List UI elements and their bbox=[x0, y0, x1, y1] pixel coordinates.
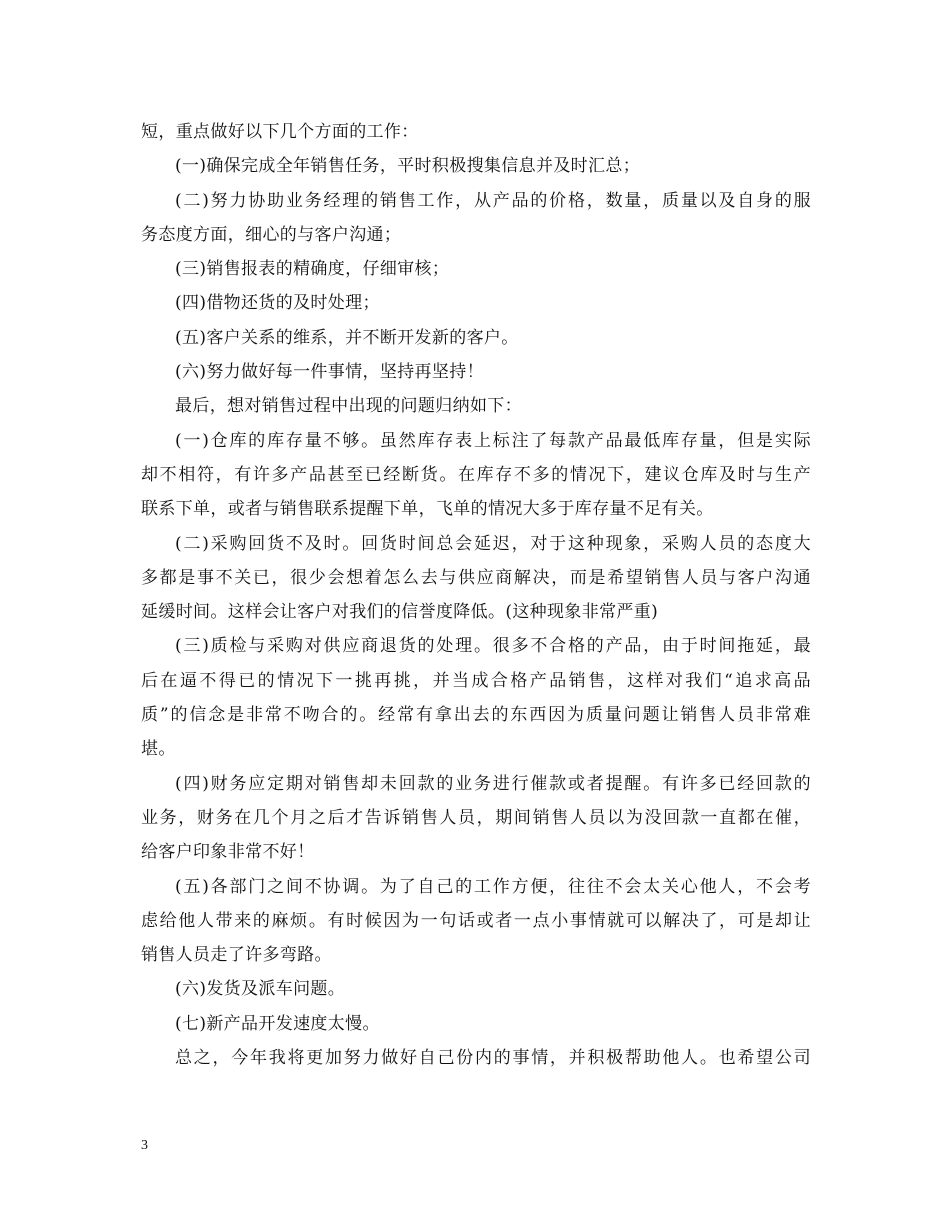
text-line-20: (四)财务应定期对销售却未回款的业务进行催款或者提醒。有许多已经回款的 bbox=[175, 773, 811, 794]
text-line-16: (三)质检与采购对供应商退货的处理。很多不合格的产品，由于时间拖延，最 bbox=[175, 636, 811, 657]
text-line-18: 质”的信念是非常不吻合的。经常有拿出去的东西因为质量问题让销售人员非常难 bbox=[141, 705, 811, 726]
text-line-22: 给客户印象非常不好！ bbox=[141, 842, 315, 863]
text-line-23: (五)各部门之间不协调。为了自己的工作方便，往往不会太关心他人，不会考 bbox=[175, 876, 811, 897]
text-line-9: 最后，想对销售过程中出现的问题归纳如下： bbox=[175, 396, 522, 417]
text-line-8: (六)努力做好每一件事情，坚持再坚持！ bbox=[175, 362, 484, 383]
text-line-15: 延缓时间。这样会让客户对我们的信誉度降低。(这种现象非常严重) bbox=[141, 602, 659, 623]
text-line-24: 虑给他人带来的麻烦。有时候因为一句话或者一点小事情就可以解决了，可是却让 bbox=[141, 910, 811, 931]
document-body bbox=[141, 115, 811, 1075]
text-line-17: 后在逼不得已的情况下一挑再挑，并当成合格产品销售，这样对我们“追求高品 bbox=[141, 670, 811, 691]
text-line-13: (二)采购回货不及时。回货时间总会延迟，对于这种现象，采购人员的态度大 bbox=[175, 533, 811, 554]
text-line-11: 却不相符，有许多产品甚至已经断货。在库存不多的情况下，建议仓库及时与生产 bbox=[141, 464, 811, 485]
text-line-5: (三)销售报表的精确度，仔细审核； bbox=[175, 259, 450, 280]
page-number: 3 bbox=[141, 1138, 148, 1153]
text-line-25: 销售人员走了许多弯路。 bbox=[141, 945, 332, 966]
text-line-19: 堪。 bbox=[141, 739, 176, 760]
text-line-10: (一)仓库的库存量不够。虽然库存表上标注了每款产品最低库存量，但是实际 bbox=[175, 430, 811, 451]
text-line-7: (五)客户关系的维系，并不断开发新的客户。 bbox=[175, 327, 519, 348]
text-line-12: 联系下单，或者与销售联系提醒下单，飞单的情况大多于库存量不足有关。 bbox=[141, 499, 714, 520]
text-line-2: (一)确保完成全年销售任务，平时积极搜集信息并及时汇总； bbox=[175, 156, 641, 177]
text-line-28: 总之，今年我将更加努力做好自己份内的事情，并积极帮助他人。也希望公司 bbox=[175, 1048, 811, 1069]
text-line-14: 多都是事不关已，很少会想着怎么去与供应商解决，而是希望销售人员与客户沟通 bbox=[141, 567, 811, 588]
text-line-6: (四)借物还货的及时处理； bbox=[175, 293, 380, 314]
text-line-3: (二)努力协助业务经理的销售工作，从产品的价格，数量，质量以及自身的服 bbox=[175, 190, 811, 211]
text-line-27: (七)新产品开发速度太慢。 bbox=[175, 1013, 380, 1034]
text-line-4: 务态度方面，细心的与客户沟通； bbox=[141, 224, 402, 245]
text-line-26: (六)发货及派车问题。 bbox=[175, 979, 346, 1000]
text-line-21: 业务，财务在几个月之后才告诉销售人员，期间销售人员以为没回款一直都在催， bbox=[141, 807, 811, 828]
text-line-1: 短，重点做好以下几个方面的工作： bbox=[141, 122, 419, 142]
